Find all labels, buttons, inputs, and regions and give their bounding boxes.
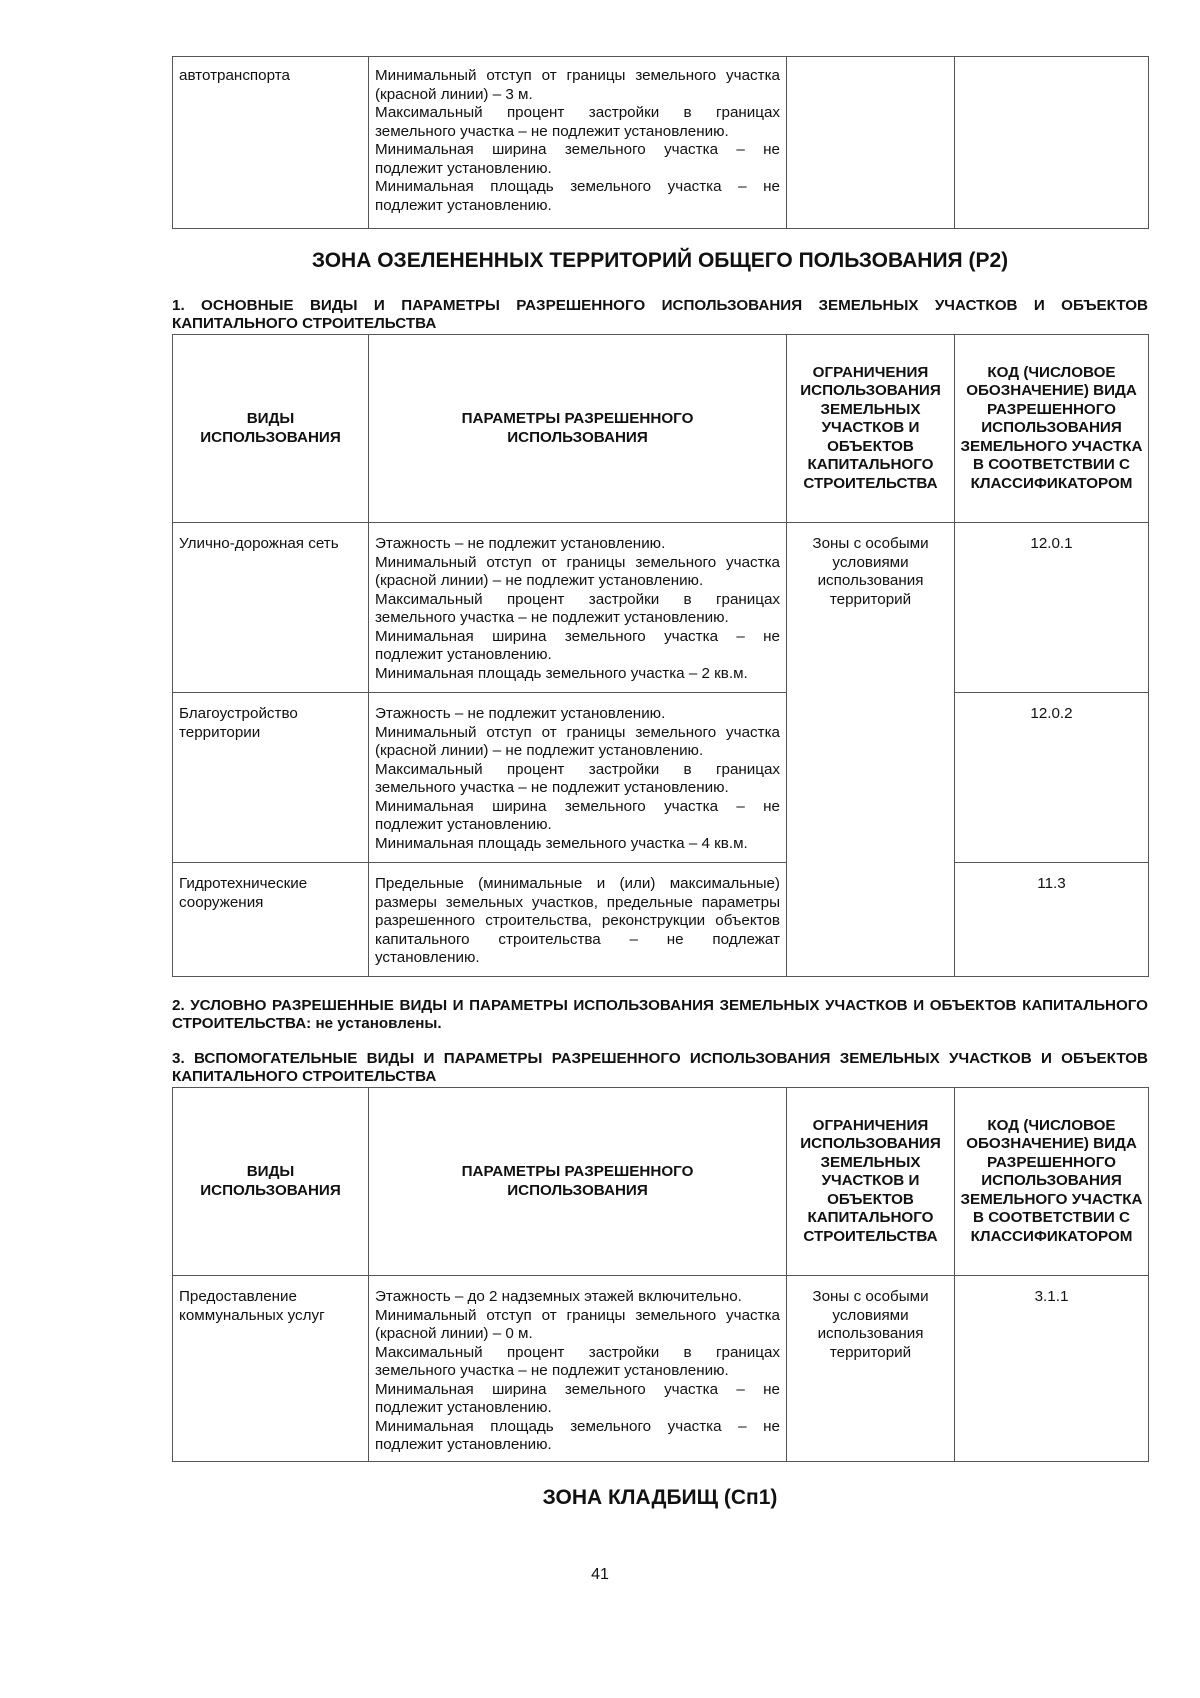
header-kind: ВИДЫ ИСПОЛЬЗОВАНИЯ <box>173 1088 369 1276</box>
param-line: Минимальная площадь земельного участка – не подлежит установлению. <box>375 1417 780 1453</box>
section1-title: 1. ОСНОВНЫЕ ВИДЫ И ПАРАМЕТРЫ РАЗРЕШЕННОГО ИСПОЛЬЗОВАНИЯ ЗЕМЕЛЬНЫХ УЧАСТКОВ И ОБЪЕКТОВ КАПИТАЛЬНОГО СТРОИТЕЛЬСТВА <box>172 297 1148 332</box>
param-line: Предельные (минимальные и (или) максимальные) размеры земельных участков, предельные параметры разрешенного строительства, реконструкции объектов капитального строительства – не подлежат установлению. <box>375 875 780 966</box>
param-line: Минимальная ширина земельного участка – не подлежит установлению. <box>375 627 780 663</box>
param-line: Минимальная площадь земельного участка – не подлежит установлению. <box>375 178 780 214</box>
code-cell: 3.1.1 <box>955 1276 1149 1462</box>
params-cell <box>369 693 787 863</box>
table-header-row <box>173 1088 1149 1276</box>
param-line: Максимальный процент застройки в границах земельного участка – не подлежит установлению. <box>375 760 780 796</box>
param-line: Этажность – не подлежит установлению. <box>375 535 666 552</box>
param-line: Минимальная ширина земельного участка – не подлежит установлению. <box>375 797 780 833</box>
param-line: Минимальный отступ от границы земельного участка (красной линии) – не подлежит установлению. <box>375 553 780 589</box>
table-row <box>173 57 1149 229</box>
header-params: ПАРАМЕТРЫ РАЗРЕШЕННОГО ИСПОЛЬЗОВАНИЯ <box>369 1088 787 1276</box>
main-uses-table <box>172 334 1149 977</box>
restrictions-cell: Зоны с особыми условиями использования территорий <box>787 523 955 977</box>
kind-cell: Улично-дорожная сеть <box>173 523 369 693</box>
document-page <box>172 56 1148 1510</box>
param-line: Минимальный отступ от границы земельного участка (красной линии) – не подлежит установлению. <box>375 723 780 759</box>
restrictions-cell: Зоны с особыми условиями использования территорий <box>787 1276 955 1462</box>
table-row <box>173 1276 1149 1462</box>
param-line: Минимальная ширина земельного участка – не подлежит установлению. <box>375 1380 780 1416</box>
kind-cell: автотранспорта <box>173 57 369 229</box>
header-restrictions: ОГРАНИЧЕНИЯ ИСПОЛЬЗОВАНИЯ ЗЕМЕЛЬНЫХ УЧАСТКОВ И ОБЪЕКТОВ КАПИТАЛЬНОГО СТРОИТЕЛЬСТВА <box>787 1088 955 1276</box>
param-line: Этажность – до 2 надземных этажей включительно. <box>375 1288 742 1305</box>
params-cell <box>369 863 787 977</box>
table-row <box>173 863 1149 977</box>
params-cell <box>369 57 787 229</box>
section3-title: 3. ВСПОМОГАТЕЛЬНЫЕ ВИДЫ И ПАРАМЕТРЫ РАЗРЕШЕННОГО ИСПОЛЬЗОВАНИЯ ЗЕМЕЛЬНЫХ УЧАСТКОВ И ОБЪЕКТОВ КАПИТАЛЬНОГО СТРОИТЕЛЬСТВА <box>172 1050 1148 1085</box>
header-restrictions: ОГРАНИЧЕНИЯ ИСПОЛЬЗОВАНИЯ ЗЕМЕЛЬНЫХ УЧАСТКОВ И ОБЪЕКТОВ КАПИТАЛЬНОГО СТРОИТЕЛЬСТВА <box>787 335 955 523</box>
param-line: Этажность – не подлежит установлению. <box>375 705 666 722</box>
continuation-table <box>172 56 1149 229</box>
param-line: Минимальный отступ от границы земельного участка (красной линии) – 0 м. <box>375 1306 780 1342</box>
kind-cell: Предоставление коммунальных услуг <box>173 1276 369 1462</box>
header-params: ПАРАМЕТРЫ РАЗРЕШЕННОГО ИСПОЛЬЗОВАНИЯ <box>369 335 787 523</box>
header-code: КОД (ЧИСЛОВОЕ ОБОЗНАЧЕНИЕ) ВИДА РАЗРЕШЕННОГО ИСПОЛЬЗОВАНИЯ ЗЕМЕЛЬНОГО УЧАСТКА В СООТВЕТСТВИИ С КЛАССИФИКАТОРОМ <box>955 335 1149 523</box>
table-row <box>173 523 1149 693</box>
params-cell <box>369 1276 787 1462</box>
params-cell <box>369 523 787 693</box>
param-line: Минимальная ширина земельного участка – не подлежит установлению. <box>375 141 780 177</box>
code-cell <box>955 57 1149 229</box>
kind-cell: Гидротехнические сооружения <box>173 863 369 977</box>
zone-sp1-title: ЗОНА КЛАДБИЩ (Сп1) <box>542 1486 778 1509</box>
section2-title <box>172 997 1148 1032</box>
header-kind: ВИДЫ ИСПОЛЬЗОВАНИЯ <box>173 335 369 523</box>
header-code: КОД (ЧИСЛОВОЕ ОБОЗНАЧЕНИЕ) ВИДА РАЗРЕШЕННОГО ИСПОЛЬЗОВАНИЯ ЗЕМЕЛЬНОГО УЧАСТКА В СООТВЕТСТВИИ С КЛАССИФИКАТОРОМ <box>955 1088 1149 1276</box>
page-number: 41 <box>591 1566 609 1583</box>
table-row <box>173 693 1149 863</box>
code-cell: 12.0.1 <box>955 523 1149 693</box>
param-line: Минимальная площадь земельного участка – 2 кв.м. <box>375 664 748 682</box>
kind-cell: Благоустройство территории <box>173 693 369 863</box>
table-header-row <box>173 335 1149 523</box>
code-cell: 11.3 <box>955 863 1149 977</box>
code-cell: 12.0.2 <box>955 693 1149 863</box>
param-line: Максимальный процент застройки в границах земельного участка – не подлежит установлению. <box>375 590 780 626</box>
param-line: Максимальный процент застройки в границах земельного участка – не подлежит установлению. <box>375 1343 780 1379</box>
zone-r2-title: ЗОНА ОЗЕЛЕНЕННЫХ ТЕРРИТОРИЙ ОБЩЕГО ПОЛЬЗОВАНИЯ (Р2) <box>311 249 1009 272</box>
aux-uses-table <box>172 1087 1149 1462</box>
param-line: Минимальная площадь земельного участка – 4 кв.м. <box>375 834 748 852</box>
restrictions-cell <box>787 57 955 229</box>
section2-value: не установлены. <box>315 1014 442 1032</box>
section2-heading: 2. УСЛОВНО РАЗРЕШЕННЫЕ ВИДЫ И ПАРАМЕТРЫ ИСПОЛЬЗОВАНИЯ ЗЕМЕЛЬНЫХ УЧАСТКОВ И ОБЪЕКТОВ КАПИТАЛЬНОГО СТРОИТЕЛЬСТВА: <box>172 997 1148 1032</box>
param-line: Максимальный процент застройки в границах земельного участка – не подлежит установлению. <box>375 104 780 140</box>
param-line: Минимальный отступ от границы земельного участка (красной линии) – 3 м. <box>375 67 780 103</box>
